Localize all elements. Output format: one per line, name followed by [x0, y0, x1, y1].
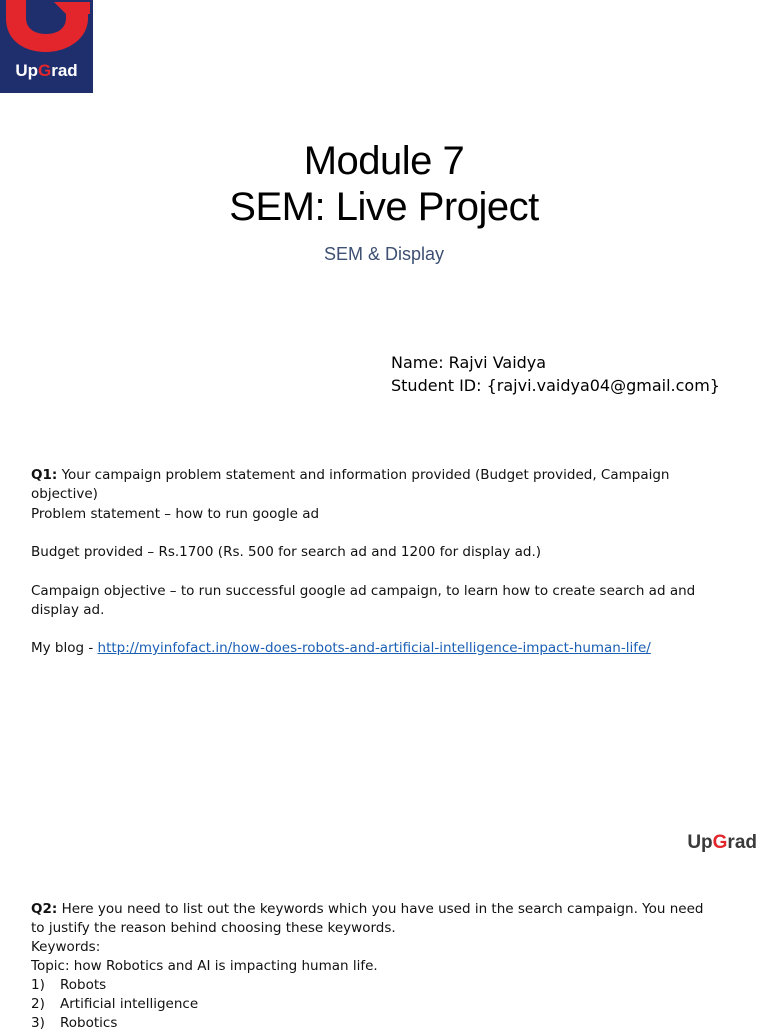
q1-label: Q1:: [31, 467, 58, 483]
budget-provided: Budget provided – Rs.1700 (Rs. 500 for search ad and 1200 for display ad.): [31, 544, 542, 560]
q2-label: Q2:: [31, 901, 58, 917]
q1-text: Your campaign problem statement and information provided (Budget provided, Campaign objective): [31, 467, 670, 502]
q2-text: Here you need to list out the keywords which you have used in the search campaign. You need to justify the reason behind choosing these keywords.: [31, 901, 704, 936]
document-subtitle: SEM & Display: [323, 244, 445, 264]
list-item: 2) Artificial intelligence: [31, 996, 199, 1012]
q2-question: [31, 900, 721, 938]
student-name: Name: Rajvi Vaidya: [391, 353, 547, 372]
blog-label: My blog -: [31, 640, 98, 656]
document-title: [0, 138, 768, 230]
keywords-label: Keywords:: [31, 939, 101, 955]
campaign-objective: Campaign objective – to run successful google ad campaign, to learn how to create search ad and display ad.: [31, 583, 696, 618]
q1-question: [31, 466, 721, 504]
list-item: 3) Robotics: [31, 1015, 118, 1031]
blog-link[interactable]: http://myinfofact.in/how-does-robots-and-artificial-intelligence-impact-human-life/: [97, 640, 651, 656]
blog-line: [31, 639, 721, 658]
student-id: Student ID: {rajvi.vaidya04@gmail.com}: [391, 376, 720, 395]
list-item: 1) Robots: [31, 977, 107, 993]
student-info: [391, 351, 720, 397]
upgrad-logo: [0, 0, 93, 93]
title-line-2: SEM: Live Project: [229, 185, 539, 229]
keywords-topic: Topic: how Robotics and AI is impacting human life.: [31, 958, 378, 974]
logo-wordmark: UpGrad: [15, 61, 78, 80]
title-line-1: Module 7: [303, 139, 465, 183]
upgrad-footer-logo: UpGrad: [687, 832, 757, 853]
problem-statement: Problem statement – how to run google ad: [31, 506, 320, 522]
q2-section: [31, 900, 721, 1033]
